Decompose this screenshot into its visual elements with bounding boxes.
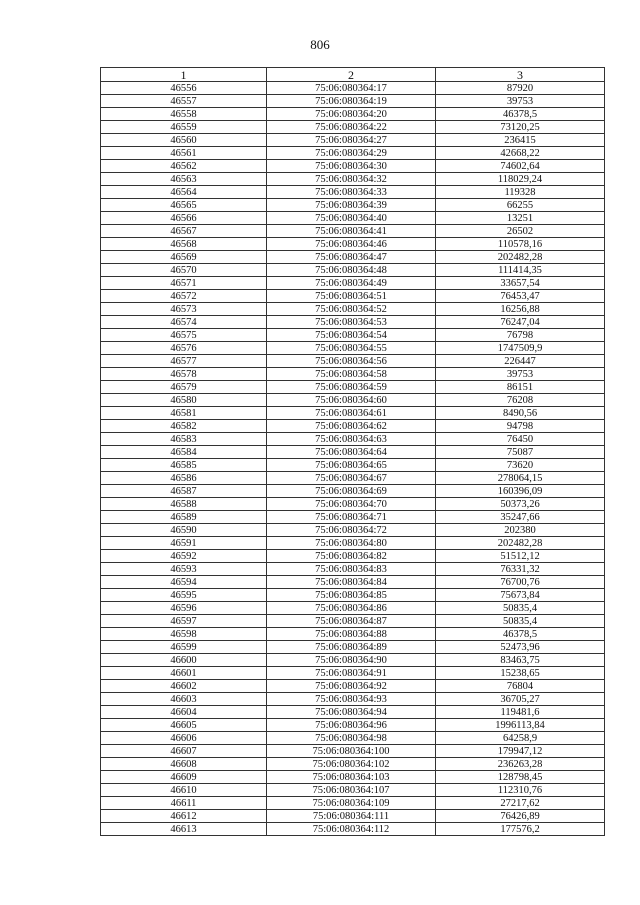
- area-value-cell: 87920: [436, 82, 605, 95]
- area-value-cell: 76450: [436, 433, 605, 446]
- table-row: [101, 745, 605, 758]
- cadastral-number-cell: 75:06:080364:47: [267, 251, 436, 264]
- row-number-cell: 46573: [101, 303, 267, 316]
- row-number-cell: 46596: [101, 602, 267, 615]
- cadastral-number-cell: 75:06:080364:49: [267, 277, 436, 290]
- area-value-cell: 26502: [436, 225, 605, 238]
- table-row: [101, 641, 605, 654]
- cadastral-number-cell: 75:06:080364:46: [267, 238, 436, 251]
- area-value-cell: 73620: [436, 459, 605, 472]
- area-value-cell: 202482,28: [436, 537, 605, 550]
- area-value-cell: 16256,88: [436, 303, 605, 316]
- cadastral-number-cell: 75:06:080364:100: [267, 745, 436, 758]
- table-row: [101, 823, 605, 836]
- cadastral-number-cell: 75:06:080364:65: [267, 459, 436, 472]
- table-row: [101, 680, 605, 693]
- table-row: [101, 342, 605, 355]
- cadastral-number-cell: 75:06:080364:86: [267, 602, 436, 615]
- cadastral-number-cell: 75:06:080364:51: [267, 290, 436, 303]
- row-number-cell: 46572: [101, 290, 267, 303]
- area-value-cell: 33657,54: [436, 277, 605, 290]
- cadastral-number-cell: 75:06:080364:94: [267, 706, 436, 719]
- area-value-cell: 76247,04: [436, 316, 605, 329]
- cadastral-number-cell: 75:06:080364:61: [267, 407, 436, 420]
- row-number-cell: 46568: [101, 238, 267, 251]
- row-number-cell: 46613: [101, 823, 267, 836]
- row-number-cell: 46592: [101, 550, 267, 563]
- row-number-cell: 46601: [101, 667, 267, 680]
- table-row: [101, 628, 605, 641]
- cadastral-number-cell: 75:06:080364:53: [267, 316, 436, 329]
- row-number-cell: 46581: [101, 407, 267, 420]
- row-number-cell: 46610: [101, 784, 267, 797]
- cadastral-number-cell: 75:06:080364:52: [267, 303, 436, 316]
- area-value-cell: 66255: [436, 199, 605, 212]
- cadastral-number-cell: 75:06:080364:30: [267, 160, 436, 173]
- area-value-cell: 1996113,84: [436, 719, 605, 732]
- cadastral-number-cell: 75:06:080364:70: [267, 498, 436, 511]
- row-number-cell: 46604: [101, 706, 267, 719]
- area-value-cell: 76700,76: [436, 576, 605, 589]
- area-value-cell: 51512,12: [436, 550, 605, 563]
- area-value-cell: 42668,22: [436, 147, 605, 160]
- cadastral-number-cell: 75:06:080364:55: [267, 342, 436, 355]
- table-row: [101, 303, 605, 316]
- cadastral-number-cell: 75:06:080364:89: [267, 641, 436, 654]
- area-value-cell: 202380: [436, 524, 605, 537]
- table-row: [101, 693, 605, 706]
- page-number: 806: [310, 37, 330, 52]
- row-number-cell: 46591: [101, 537, 267, 550]
- cadastral-number-cell: 75:06:080364:67: [267, 472, 436, 485]
- row-number-cell: 46561: [101, 147, 267, 160]
- cadastral-number-cell: 75:06:080364:71: [267, 511, 436, 524]
- table-row: [101, 251, 605, 264]
- table-row: [101, 810, 605, 823]
- row-number-cell: 46557: [101, 95, 267, 108]
- area-value-cell: 111414,35: [436, 264, 605, 277]
- table-row: [101, 264, 605, 277]
- area-value-cell: 76804: [436, 680, 605, 693]
- row-number-cell: 46607: [101, 745, 267, 758]
- table-row: [101, 706, 605, 719]
- row-number-cell: 46559: [101, 121, 267, 134]
- table-row: [101, 563, 605, 576]
- cadastral-number-cell: 75:06:080364:63: [267, 433, 436, 446]
- area-value-cell: 177576,2: [436, 823, 605, 836]
- table-row: [101, 472, 605, 485]
- table-row: [101, 355, 605, 368]
- area-value-cell: 52473,96: [436, 641, 605, 654]
- table-row: [101, 173, 605, 186]
- row-number-cell: 46585: [101, 459, 267, 472]
- table-header-row: [101, 68, 605, 82]
- row-number-cell: 46595: [101, 589, 267, 602]
- row-number-cell: 46602: [101, 680, 267, 693]
- cadastral-number-cell: 75:06:080364:19: [267, 95, 436, 108]
- cadastral-number-cell: 75:06:080364:107: [267, 784, 436, 797]
- row-number-cell: 46600: [101, 654, 267, 667]
- cadastral-number-cell: 75:06:080364:22: [267, 121, 436, 134]
- table-row: [101, 316, 605, 329]
- row-number-cell: 46556: [101, 82, 267, 95]
- table-row: [101, 771, 605, 784]
- area-value-cell: 1747509,9: [436, 342, 605, 355]
- table-row: [101, 420, 605, 433]
- row-number-cell: 46583: [101, 433, 267, 446]
- area-value-cell: 13251: [436, 212, 605, 225]
- area-value-cell: 74602,64: [436, 160, 605, 173]
- area-value-cell: 46378,5: [436, 108, 605, 121]
- row-number-cell: 46590: [101, 524, 267, 537]
- area-value-cell: 76426,89: [436, 810, 605, 823]
- area-value-cell: 39753: [436, 368, 605, 381]
- area-value-cell: 278064,15: [436, 472, 605, 485]
- table-row: [101, 134, 605, 147]
- table-row: [101, 394, 605, 407]
- cadastral-number-cell: 75:06:080364:111: [267, 810, 436, 823]
- area-value-cell: 118029,24: [436, 173, 605, 186]
- table-row: [101, 381, 605, 394]
- table-row: [101, 290, 605, 303]
- row-number-cell: 46565: [101, 199, 267, 212]
- table-row: [101, 524, 605, 537]
- cadastral-number-cell: 75:06:080364:98: [267, 732, 436, 745]
- table-row: [101, 446, 605, 459]
- table-row: [101, 459, 605, 472]
- table-row: [101, 199, 605, 212]
- table-row: [101, 654, 605, 667]
- area-value-cell: 226447: [436, 355, 605, 368]
- table-row: [101, 95, 605, 108]
- cadastral-number-cell: 75:06:080364:83: [267, 563, 436, 576]
- area-value-cell: 73120,25: [436, 121, 605, 134]
- area-value-cell: 119328: [436, 186, 605, 199]
- cadastral-number-cell: 75:06:080364:54: [267, 329, 436, 342]
- row-number-cell: 46567: [101, 225, 267, 238]
- row-number-cell: 46560: [101, 134, 267, 147]
- area-value-cell: 76331,32: [436, 563, 605, 576]
- table-row: [101, 82, 605, 95]
- cadastral-number-cell: 75:06:080364:90: [267, 654, 436, 667]
- table-row: [101, 589, 605, 602]
- table-row: [101, 485, 605, 498]
- area-value-cell: 76798: [436, 329, 605, 342]
- area-value-cell: 119481,6: [436, 706, 605, 719]
- area-value-cell: 50835,4: [436, 615, 605, 628]
- cadastral-number-cell: 75:06:080364:87: [267, 615, 436, 628]
- row-number-cell: 46575: [101, 329, 267, 342]
- table-row: [101, 225, 605, 238]
- table-row: [101, 667, 605, 680]
- table-row: [101, 238, 605, 251]
- row-number-cell: 46603: [101, 693, 267, 706]
- cadastral-number-cell: 75:06:080364:64: [267, 446, 436, 459]
- row-number-cell: 46576: [101, 342, 267, 355]
- table-row: [101, 537, 605, 550]
- cadastral-number-cell: 75:06:080364:41: [267, 225, 436, 238]
- area-value-cell: 86151: [436, 381, 605, 394]
- table-row: [101, 407, 605, 420]
- area-value-cell: 27217,62: [436, 797, 605, 810]
- area-value-cell: 76453,47: [436, 290, 605, 303]
- cadastral-number-cell: 75:06:080364:93: [267, 693, 436, 706]
- column-header-1: 1: [101, 68, 267, 82]
- area-value-cell: 202482,28: [436, 251, 605, 264]
- row-number-cell: 46609: [101, 771, 267, 784]
- area-value-cell: 15238,65: [436, 667, 605, 680]
- row-number-cell: 46582: [101, 420, 267, 433]
- row-number-cell: 46558: [101, 108, 267, 121]
- row-number-cell: 46593: [101, 563, 267, 576]
- row-number-cell: 46571: [101, 277, 267, 290]
- table-row: [101, 160, 605, 173]
- table-row: [101, 615, 605, 628]
- table-row: [101, 212, 605, 225]
- cadastral-number-cell: 75:06:080364:84: [267, 576, 436, 589]
- area-value-cell: 50373,26: [436, 498, 605, 511]
- area-value-cell: 128798,45: [436, 771, 605, 784]
- row-number-cell: 46577: [101, 355, 267, 368]
- cadastral-number-cell: 75:06:080364:59: [267, 381, 436, 394]
- row-number-cell: 46564: [101, 186, 267, 199]
- cadastral-number-cell: 75:06:080364:102: [267, 758, 436, 771]
- cadastral-number-cell: 75:06:080364:56: [267, 355, 436, 368]
- table-row: [101, 511, 605, 524]
- cadastral-number-cell: 75:06:080364:62: [267, 420, 436, 433]
- row-number-cell: 46588: [101, 498, 267, 511]
- area-value-cell: 36705,27: [436, 693, 605, 706]
- table-row: [101, 784, 605, 797]
- row-number-cell: 46608: [101, 758, 267, 771]
- table-row: [101, 108, 605, 121]
- table-row: [101, 719, 605, 732]
- cadastral-number-cell: 75:06:080364:20: [267, 108, 436, 121]
- row-number-cell: 46611: [101, 797, 267, 810]
- area-value-cell: 112310,76: [436, 784, 605, 797]
- row-number-cell: 46599: [101, 641, 267, 654]
- area-value-cell: 46378,5: [436, 628, 605, 641]
- row-number-cell: 46563: [101, 173, 267, 186]
- cadastral-number-cell: 75:06:080364:80: [267, 537, 436, 550]
- table-row: [101, 797, 605, 810]
- row-number-cell: 46578: [101, 368, 267, 381]
- cadastral-number-cell: 75:06:080364:72: [267, 524, 436, 537]
- table-row: [101, 498, 605, 511]
- cadastral-number-cell: 75:06:080364:40: [267, 212, 436, 225]
- area-value-cell: 50835,4: [436, 602, 605, 615]
- table-row: [101, 368, 605, 381]
- area-value-cell: 35247,66: [436, 511, 605, 524]
- row-number-cell: 46570: [101, 264, 267, 277]
- table-row: [101, 147, 605, 160]
- column-header-3: 3: [436, 68, 605, 82]
- table-row: [101, 433, 605, 446]
- area-value-cell: 236263,28: [436, 758, 605, 771]
- cadastral-number-cell: 75:06:080364:85: [267, 589, 436, 602]
- cadastral-number-cell: 75:06:080364:82: [267, 550, 436, 563]
- cadastral-number-cell: 75:06:080364:29: [267, 147, 436, 160]
- cadastral-number-cell: 75:06:080364:33: [267, 186, 436, 199]
- row-number-cell: 46598: [101, 628, 267, 641]
- row-number-cell: 46584: [101, 446, 267, 459]
- cadastral-number-cell: 75:06:080364:88: [267, 628, 436, 641]
- cadastral-number-cell: 75:06:080364:109: [267, 797, 436, 810]
- area-value-cell: 94798: [436, 420, 605, 433]
- row-number-cell: 46579: [101, 381, 267, 394]
- cadastral-number-cell: 75:06:080364:58: [267, 368, 436, 381]
- cadastral-number-cell: 75:06:080364:32: [267, 173, 436, 186]
- table-row: [101, 186, 605, 199]
- cadastral-number-cell: 75:06:080364:112: [267, 823, 436, 836]
- row-number-cell: 46569: [101, 251, 267, 264]
- row-number-cell: 46606: [101, 732, 267, 745]
- cadastral-number-cell: 75:06:080364:92: [267, 680, 436, 693]
- table-row: [101, 277, 605, 290]
- area-value-cell: 75673,84: [436, 589, 605, 602]
- row-number-cell: 46605: [101, 719, 267, 732]
- table-row: [101, 550, 605, 563]
- table-body: [101, 82, 605, 836]
- cadastral-number-cell: 75:06:080364:60: [267, 394, 436, 407]
- cadastral-number-cell: 75:06:080364:39: [267, 199, 436, 212]
- column-header-2: 2: [267, 68, 436, 82]
- table-row: [101, 329, 605, 342]
- cadastral-number-cell: 75:06:080364:48: [267, 264, 436, 277]
- row-number-cell: 46586: [101, 472, 267, 485]
- area-value-cell: 76208: [436, 394, 605, 407]
- row-number-cell: 46587: [101, 485, 267, 498]
- area-value-cell: 8490,56: [436, 407, 605, 420]
- cadastral-number-cell: 75:06:080364:27: [267, 134, 436, 147]
- cadastral-number-cell: 75:06:080364:91: [267, 667, 436, 680]
- cadastral-number-cell: 75:06:080364:96: [267, 719, 436, 732]
- row-number-cell: 46580: [101, 394, 267, 407]
- table-row: [101, 602, 605, 615]
- table-row: [101, 576, 605, 589]
- table-row: [101, 732, 605, 745]
- area-value-cell: 110578,16: [436, 238, 605, 251]
- area-value-cell: 75087: [436, 446, 605, 459]
- row-number-cell: 46574: [101, 316, 267, 329]
- registry-table: [100, 67, 605, 836]
- area-value-cell: 39753: [436, 95, 605, 108]
- cadastral-number-cell: 75:06:080364:69: [267, 485, 436, 498]
- row-number-cell: 46589: [101, 511, 267, 524]
- cadastral-number-cell: 75:06:080364:17: [267, 82, 436, 95]
- area-value-cell: 83463,75: [436, 654, 605, 667]
- row-number-cell: 46597: [101, 615, 267, 628]
- area-value-cell: 179947,12: [436, 745, 605, 758]
- row-number-cell: 46612: [101, 810, 267, 823]
- table-row: [101, 758, 605, 771]
- area-value-cell: 64258,9: [436, 732, 605, 745]
- row-number-cell: 46562: [101, 160, 267, 173]
- area-value-cell: 236415: [436, 134, 605, 147]
- area-value-cell: 160396,09: [436, 485, 605, 498]
- cadastral-number-cell: 75:06:080364:103: [267, 771, 436, 784]
- row-number-cell: 46594: [101, 576, 267, 589]
- table-row: [101, 121, 605, 134]
- row-number-cell: 46566: [101, 212, 267, 225]
